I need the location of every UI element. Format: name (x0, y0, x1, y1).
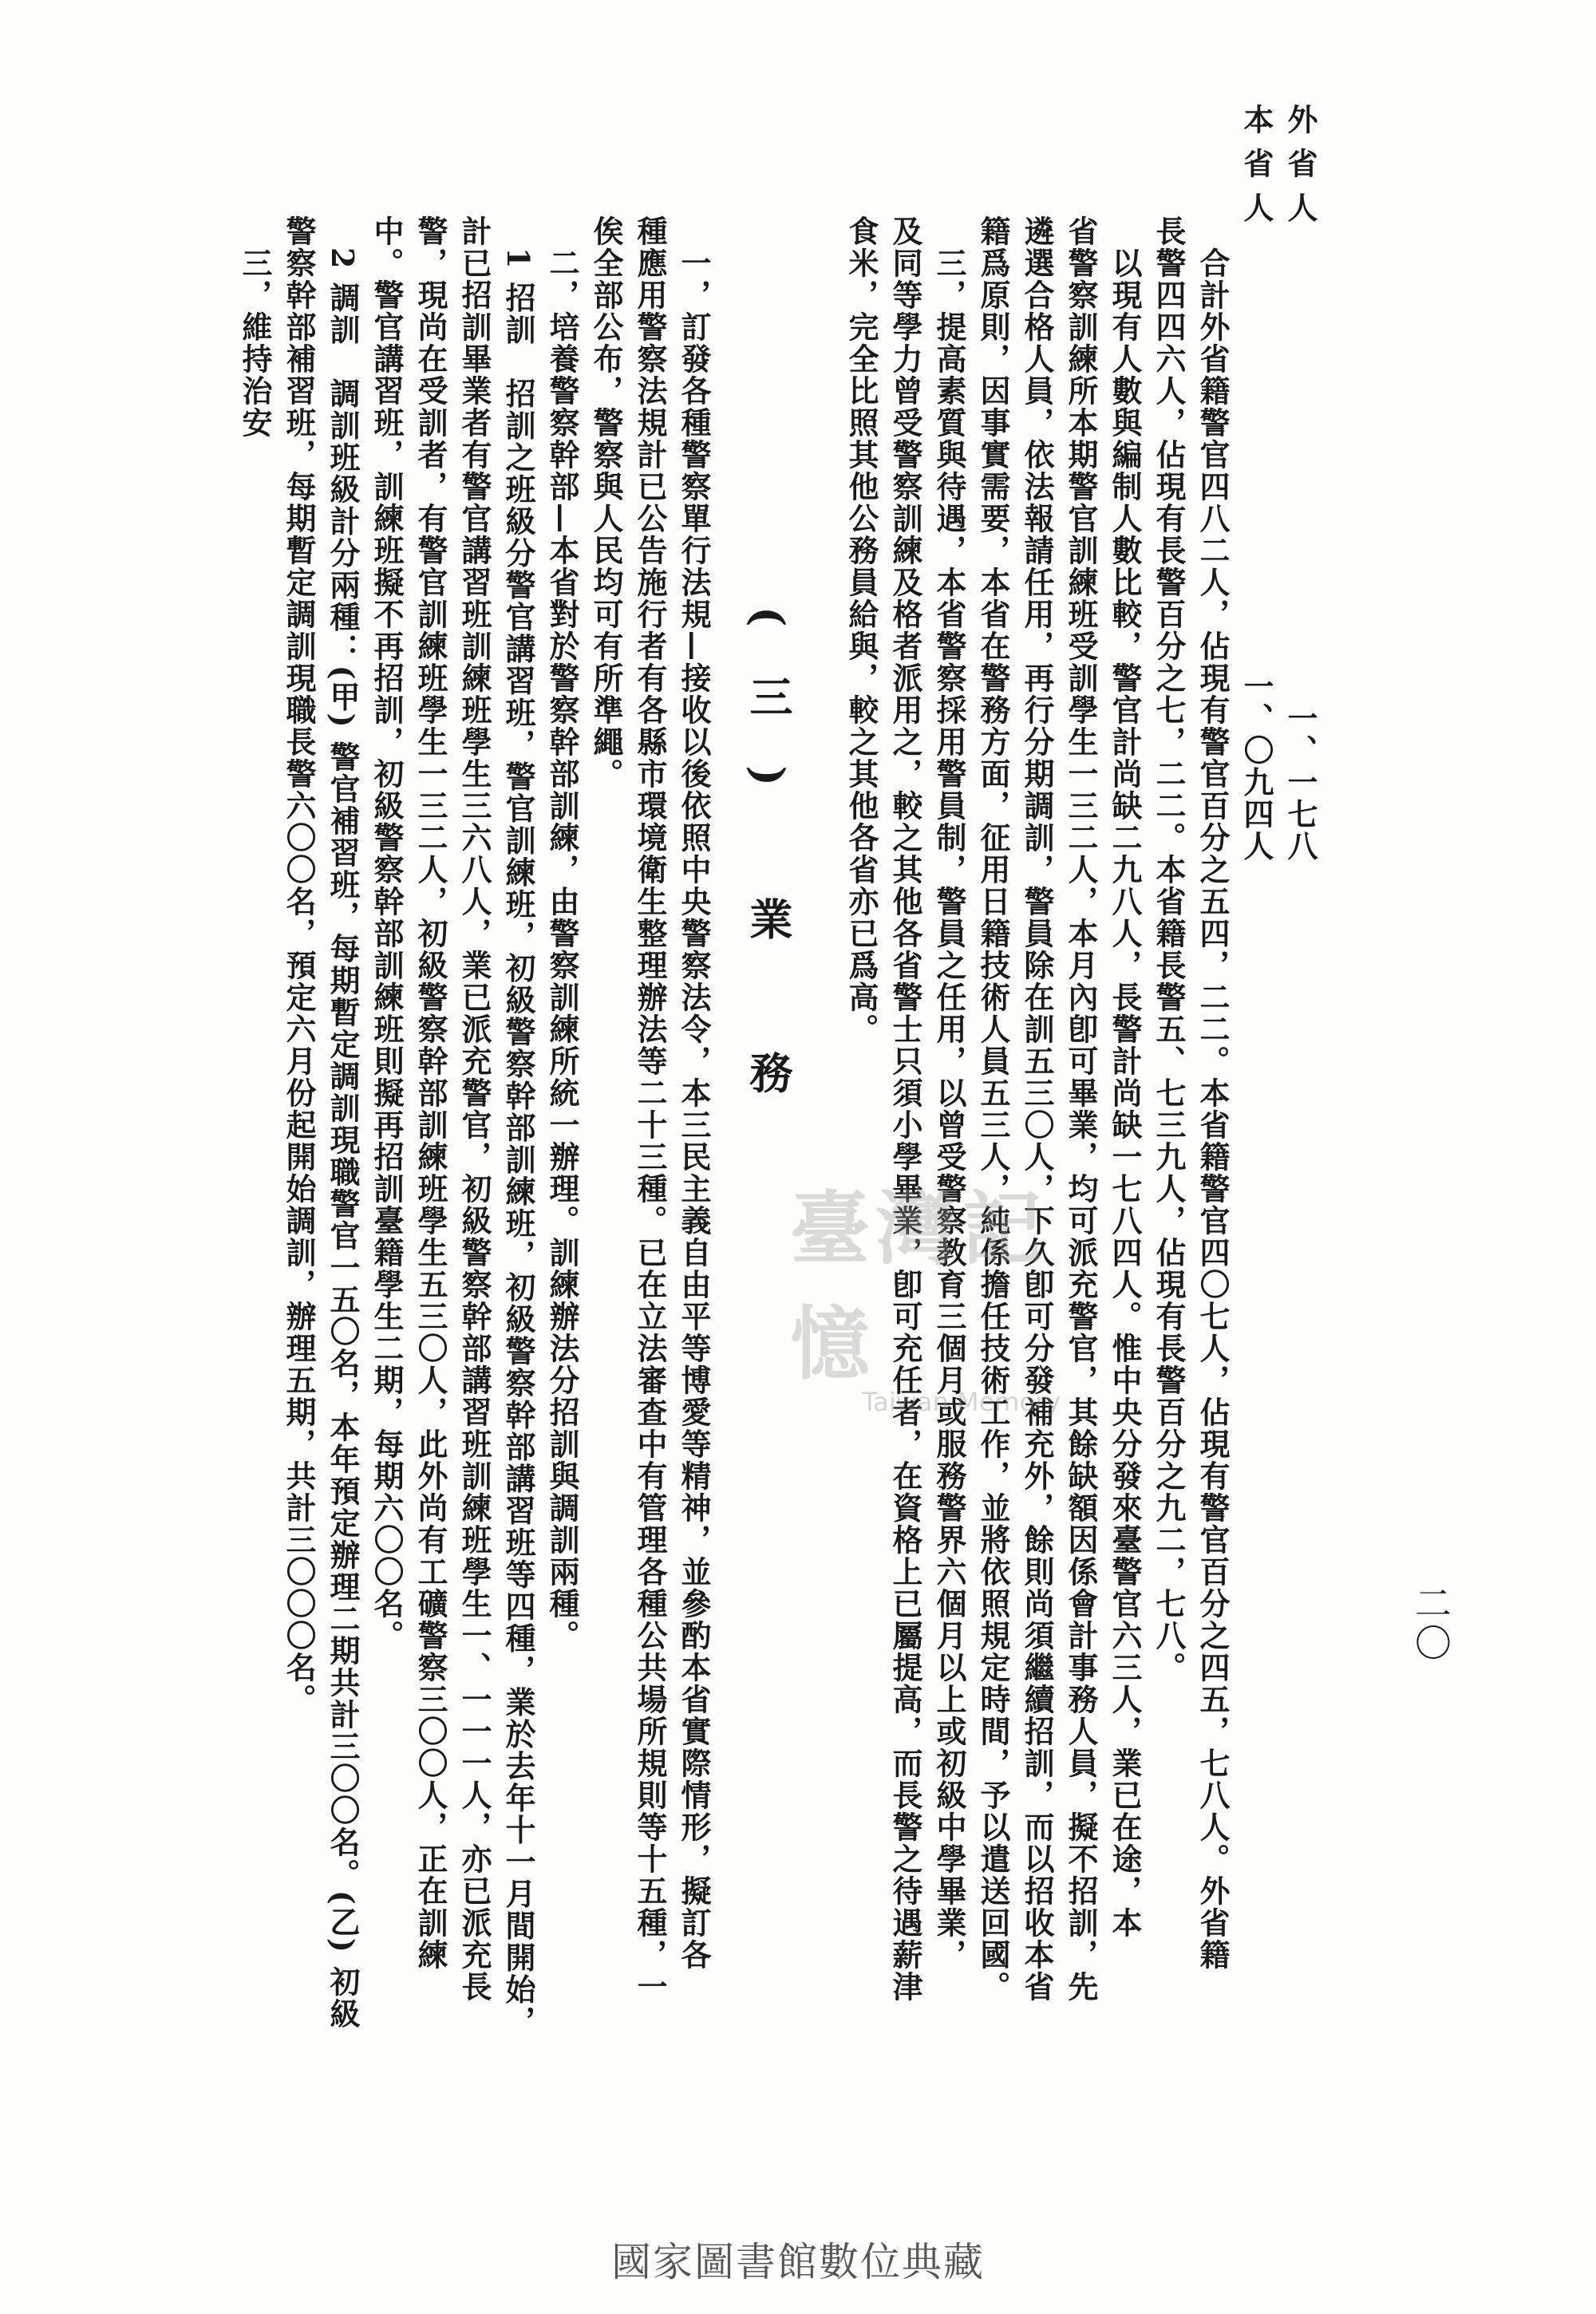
text-column: 以現有人數與編制人數比較，警官計尚缺二九八人，長警計尚缺一七八四人。惟中央分發來臺警官六三人，業已在途，本 (1107, 215, 1143, 1939)
text-column: 警，現尚在受訓者，有警官訓練班學生一三二人，初級警察幹部訓練班學生五三〇人，此外尚有工礦警察三〇〇人，正在訓練 (413, 215, 448, 1971)
text-column: 長警四四六人，佔現有長警百分之七，二二。本省籍長警五、七三九人，佔現有長警百分之九二，七八。 (1151, 215, 1187, 1684)
text-column: 一，訂發各種警察單行法規—接收以後依照中央警察法令，本三民主義自由平等博愛等精神，並參酌本省實際情形，擬訂各 (676, 215, 712, 1971)
section-heading: (三) 業 務 (743, 606, 794, 1142)
watermark-sub-text: Taiwan Memory (862, 1387, 1061, 1417)
text-column: 中。警官講習班，訓練班擬不再招訓，初級警察幹部訓練班則擬再招訓臺籍學生二期，每期六〇〇名。 (369, 215, 405, 1652)
text-column: 遴選合格人員，依法報請任用，再行分期調訓，警員除在訓五三〇人，下久卽可分發補充外，餘則尚須繼續招訓，而以招收本省 (1019, 215, 1055, 2003)
text-column: 種應用警察法規計已公告施行者有各縣市環境衛生整理辦法等二十三種。已在立法審查中有管理各種公共場所規則等十五種，一 (632, 215, 668, 2003)
text-column: 計已招訓畢業者有警官講習班訓練班學生三六八人，業已派充警官，初級警察幹部講習班訓練班學生一、一一一人，亦已派充長 (456, 215, 492, 2003)
text-column: 食米，完全比照其他公務員給與，較之其他各省亦已爲高。 (843, 215, 879, 1045)
text-column: 三，維持治安 (237, 215, 273, 439)
text-column: 合計外省籍警官四八二人，佔現有警官百分之五四，二二。本省籍警官四〇七人，佔現有警官百分之四五，七八人。外省籍 (1195, 215, 1231, 1971)
text-column: 二，培養警察幹部—本省對於警察幹部訓練，由警察訓練所統一辦理。訓練辦法分招訓與調訓兩種。 (544, 215, 580, 1652)
watermark-main-text: 臺灣記憶 (790, 1182, 1049, 1391)
text-column: 及同等學力曾受警察訓練及格者派用之，較之其他各省警士只須小學畢業，卽可充任者，在資格上已屬提高，而長警之待遇薪津 (887, 215, 923, 2003)
text-column: 籍爲原則，因事實需要，本省在警務方面，征用日籍技術人員五三人，純係擔任技術工作，並將依照規定時間，予以遣送回國。 (975, 215, 1011, 2003)
text-column: 俟全部公布，警察與人民均可有所準繩。 (588, 215, 624, 790)
text-column: 警察幹部補習班，每期暫定調訓現職長警六〇〇名，預定六月份起開始調訓，辦理五期，共計三〇〇〇名。 (281, 215, 317, 1716)
taiwan-memory-watermark (790, 1165, 1093, 1417)
text-column: 1 招訓 招訓之班級分警官講習班，警官訓練班，初級警察幹部訓練班，初級警察幹部講習班等四種，業於去年十一月間開始， (500, 215, 536, 2038)
text-column: 三，提高素質與待遇，本省警察採用警員制，警員之任用，以曾受警察教育三個月或服務警界六個月以上或初級中學畢業， (931, 215, 967, 1971)
page-number: 二〇 (1409, 1584, 1452, 1664)
text-column: 本 省 人 一、〇九四人 (1238, 104, 1274, 863)
text-column: 外 省 人 一、一七八 (1282, 104, 1318, 863)
footer-archive-label: 國家圖書館數位典藏 (611, 2239, 985, 2285)
text-column: 省警察訓練所本期警官訓練班受訓學生一三二人，本月內卽可畢業，均可派充警官，其餘缺額因係會計事務人員，擬不招訓，先 (1063, 215, 1099, 2003)
text-column: 2 調訓 調訓班級計分兩種：(甲) 警官補習班，每期暫定調訓現職警官一五〇名，本年預定辦理二期共計三〇〇名。(乙) 初級 (325, 215, 361, 2031)
